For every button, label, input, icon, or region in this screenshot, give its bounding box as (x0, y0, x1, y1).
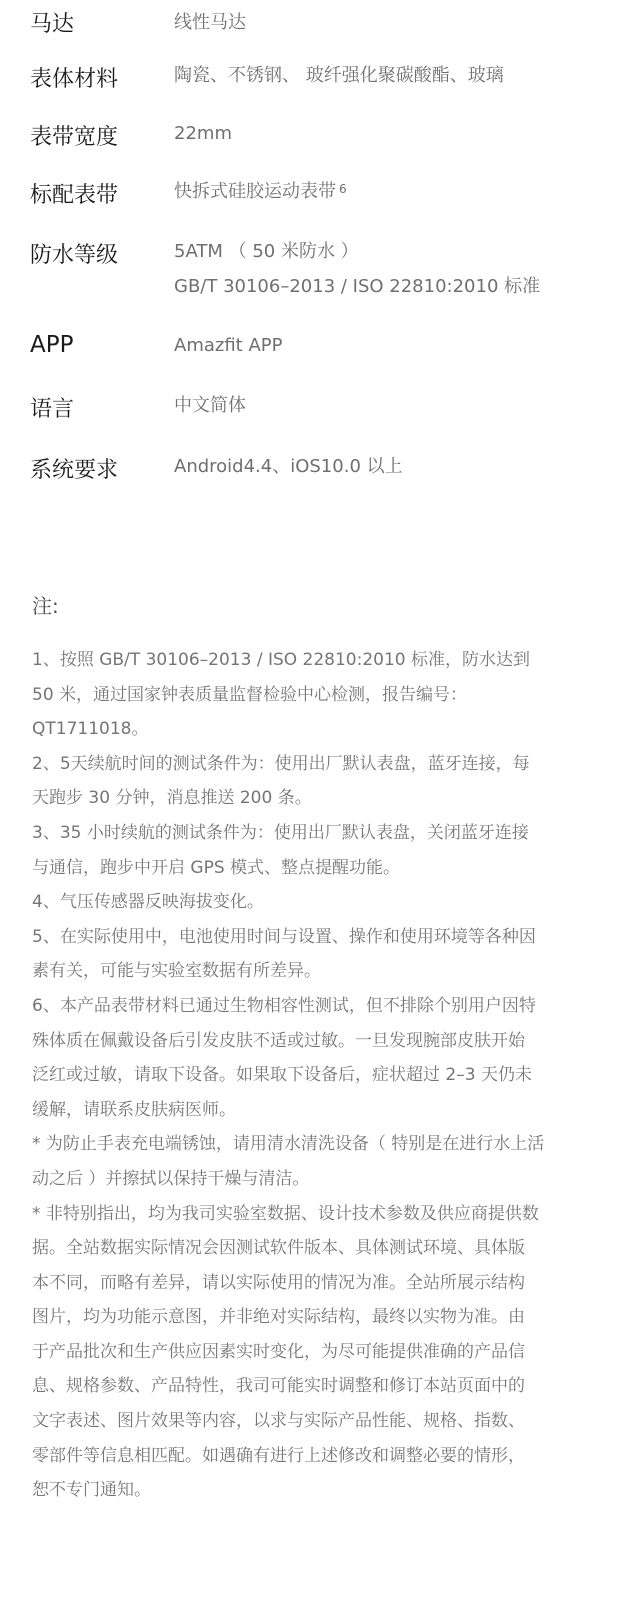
note-line: 零部件等信息相匹配。如遇确有进行上述修改和调整必要的情形， (32, 1445, 525, 1466)
note-line: 2、5天续航时间的测试条件为：使用出厂默认表盘，蓝牙连接，每 (32, 753, 530, 774)
spec-value: 线性马达 (174, 12, 246, 33)
note-line: 息、规格参数、产品特性，我司可能实时调整和修订本站页面中的 (32, 1376, 525, 1397)
note-line: 恕不专门通知。 (32, 1480, 151, 1501)
note-line: 1、按照 GB/T 30106–2013 / ISO 22810:2010 标准，防水达到 (32, 650, 531, 670)
note-line: 素有关，可能与实验室数据有所差异。 (32, 961, 321, 982)
notes-body (32, 643, 592, 1508)
note-line: 本不同，而略有差异，请以实际使用的情况为准。全站所展示结构 (32, 1272, 525, 1293)
note-line: 缓解，请联系皮肤病医师。 (32, 1099, 236, 1120)
spec-label: 表体材料 (30, 67, 119, 92)
note-line: 文字表述、图片效果等内容，以求与实际产品性能、规格、指数、 (32, 1411, 525, 1432)
spec-label: APP (30, 332, 74, 358)
note-line: 图片，均为功能示意图，并非绝对实际结构，最终以实物为准。由 (32, 1307, 525, 1328)
note-line: * 非特别指出，均为我司实验室数据、设计技术参数及供应商提供数 (32, 1203, 539, 1224)
spec-label: 表带宽度 (30, 125, 119, 150)
note-line: 天跑步 30 分钟，消息推送 200 条。 (32, 788, 312, 809)
note-line: 据。全站数据实际情况会因测试软件版本、具体测试环境、具体版 (32, 1238, 525, 1259)
note-line: 3、35 小时续航的测试条件为：使用出厂默认表盘，关闭蓝牙连接 (32, 822, 529, 843)
note-line: 与通信，跑步中开启 GPS 模式、整点提醒功能。 (32, 857, 401, 878)
spec-value-line2: GB/T 30106–2013 / ISO 22810:2010 标准 (174, 276, 541, 297)
spec-label: 马达 (30, 12, 75, 37)
note-line: 50 米，通过国家钟表质量监督检验中心检测，报告编号： (32, 684, 468, 705)
spec-value: 陶瓷、不锈钢、 玻纤强化聚碳酸酯、玻璃 (174, 65, 504, 86)
footnote-marker: 6 (339, 182, 347, 196)
spec-value-text: 快拆式硅胶运动表带 (174, 181, 336, 202)
note-line: 5、在实际使用中，电池使用时间与设置、操作和使用环境等各种因 (32, 926, 536, 947)
spec-value: Amazfit APP (174, 335, 283, 356)
spec-label: 标配表带 (30, 183, 119, 208)
spec-value: 中文简体 (174, 395, 246, 416)
spec-value: Android4.4、iOS10.0 以上 (174, 456, 403, 477)
note-line: QT1711018。 (32, 719, 149, 740)
spec-value: 22mm (174, 123, 232, 144)
spec-label: 系统要求 (30, 458, 119, 483)
spec-label: 语言 (30, 397, 75, 422)
spec-value (174, 174, 347, 209)
note-line: * 为防止手表充电端锈蚀，请用清水清洗设备（ 特别是在进行水上活 (32, 1134, 545, 1155)
notes-title: 注: (32, 594, 59, 618)
note-line: 于产品批次和生产供应因素实时变化，为尽可能提供准确的产品信 (32, 1341, 525, 1362)
spec-value: 5ATM （ 50 米防水 ） (174, 241, 359, 262)
note-line: 4、气压传感器反映海拔变化。 (32, 892, 264, 913)
spec-label: 防水等级 (30, 243, 119, 268)
note-line: 动之后 ）并擦拭以保持干燥与清洁。 (32, 1168, 310, 1189)
note-line: 6、本产品表带材料已通过生物相容性测试，但不排除个别用户因特 (32, 995, 536, 1016)
note-line: 殊体质在佩戴设备后引发皮肤不适或过敏。一旦发现腕部皮肤开始 (32, 1030, 525, 1051)
note-line: 泛红或过敏，请取下设备。如果取下设备后，症状超过 2–3 天仍未 (32, 1065, 532, 1086)
